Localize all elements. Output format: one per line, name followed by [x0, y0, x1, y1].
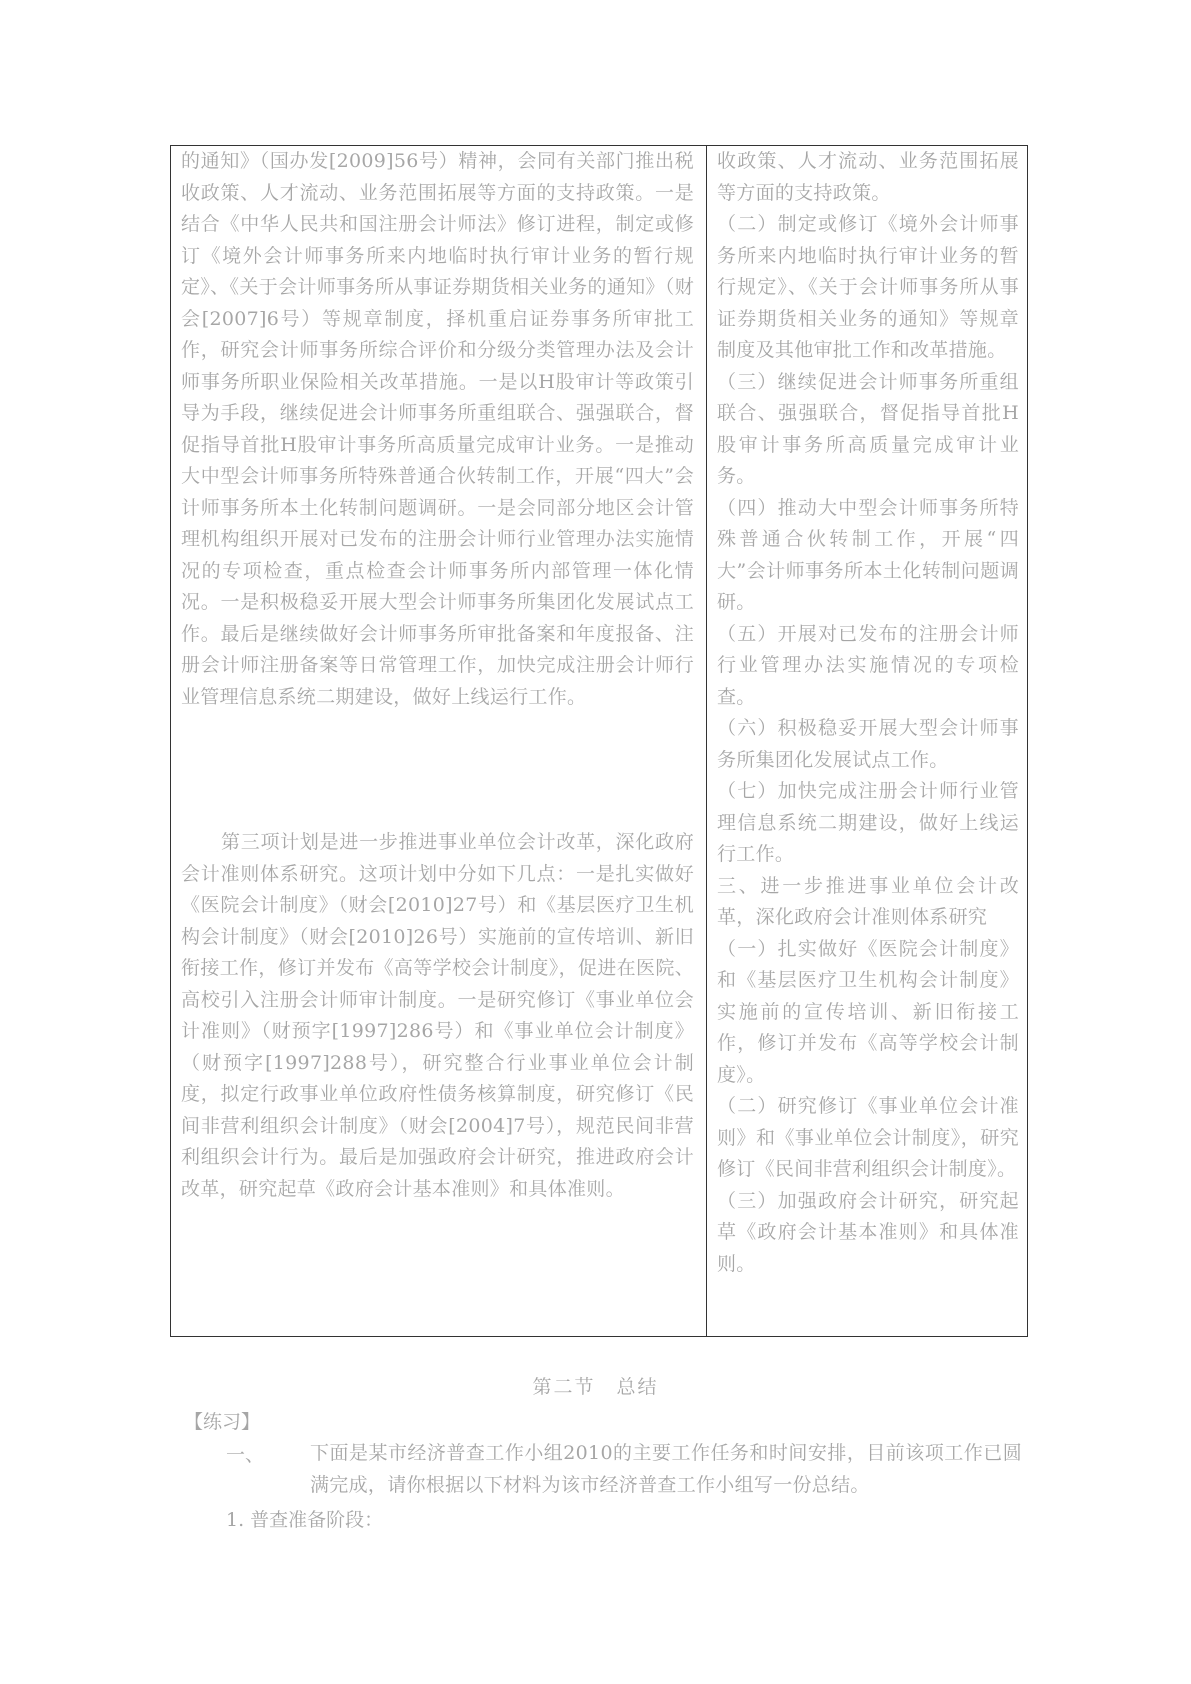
left-paragraph-2: 第三项计划是进一步推进事业单位会计改革，深化政府会计准则体系研究。这项计划中分如下几点：一是扎实做好《医院会计制度》（财会[2010]27号）和《基层医疗卫生机构会计制度》（财会[2010]26号）实施前的宣传培训、新旧衔接工作，修订并发布《高等学校会计制度》，促进在医院、高校引入注册会计师审计制度。一是研究修订《事业单位会计准则》（财预字[1997]286号）和《事业单位会计制度》（财预字[1997]288号），研究整合行业事业单位会计制度，拟定行政事业单位政府性债务核算制度，研究修订《民间非营利组织会计制度》（财会[2004]7号），规范民间非营利组织会计行为。最后是加强政府会计研究，推进政府会计改革，研究起草《政府会计基本准则》和具体准则。 [181, 831, 694, 1200]
right-item: 收政策、人才流动、业务范围拓展等方面的支持政策。 [717, 150, 1019, 204]
comparison-table [170, 145, 1028, 1337]
table-left-column [171, 146, 707, 1336]
practice-label: 【练习】 [184, 1411, 261, 1433]
right-item: 三、进一步推进事业单位会计改革，深化政府会计准则体系研究 [717, 874, 1019, 928]
stage-label: 1. 普查准备阶段： [226, 1509, 384, 1531]
right-item: （五）开展对已发布的注册会计师行业管理办法实施情况的专项检查。 [717, 622, 1019, 708]
question-number: 一、 [226, 1444, 265, 1466]
table-right-column [707, 146, 1027, 1336]
right-item: （七）加快完成注册会计师行业管理信息系统二期建设，做好上线运行工作。 [717, 780, 1019, 865]
question-text: 下面是某市经济普查工作小组2010的主要工作任务和时间安排，目前该项工作已圆满完成，请你根据以下材料为该市经济普查工作小组写一份总结。 [310, 1442, 1022, 1496]
right-item: （四）推动大中型会计师事务所特殊普通合伙转制工作，开展“四大”会计师事务所本土化转制问题调研。 [717, 496, 1019, 613]
section-title: 第二节 总结 [532, 1376, 659, 1398]
right-item: （三）继续促进会计师事务所重组联合、强强联合，督促指导首批H股审计事务所高质量完成审计业务。 [717, 370, 1019, 487]
right-item: （二）制定或修订《境外会计师事务所来内地临时执行审计业务的暂行规定》、《关于会计师事务所从事证券期货相关业务的通知》等规章制度及其他审批工作和改革措施。 [717, 213, 1019, 361]
right-item: （三）加强政府会计研究，研究起草《政府会计基本准则》和具体准则。 [717, 1189, 1019, 1275]
right-item: （六）积极稳妥开展大型会计师事务所集团化发展试点工作。 [717, 717, 1019, 771]
right-item: （二）研究修订《事业单位会计准则》和《事业单位会计制度》，研究修订《民间非营利组织会计制度》。 [717, 1095, 1019, 1180]
right-item: （一）扎实做好《医院会计制度》和《基层医疗卫生机构会计制度》实施前的宣传培训、新旧衔接工作，修订并发布《高等学校会计制度》。 [717, 937, 1019, 1086]
left-paragraph-1: 的通知》（国办发[2009]56号）精神，会同有关部门推出税收政策、人才流动、业务范围拓展等方面的支持政策。一是结合《中华人民共和国注册会计师法》修订进程，制定或修订《境外会计师事务所来内地临时执行审计业务的暂行规定》、《关于会计师事务所从事证券期货相关业务的通知》（财会[2007]6号）等规章制度，择机重启证券事务所审批工作，研究会计师事务所综合评价和分级分类管理办法及会计师事务所职业保险相关改革措施。一是以H股审计等政策引导为手段，继续促进会计师事务所重组联合、强强联合，督促指导首批H股审计事务所高质量完成审计业务。一是推动大中型会计师事务所特殊普通合伙转制工作，开展“四大”会计师事务所本土化转制问题调研。一是会同部分地区会计管理机构组织开展对已发布的注册会计师行业管理办法实施情况的专项检查，重点检查会计师事务所内部管理一体化情况。一是积极稳妥开展大型会计师事务所集团化发展试点工作。最后是继续做好会计师事务所审批备案和年度报备、注册会计师注册备案等日常管理工作，加快完成注册会计师行业管理信息系统二期建设，做好上线运行工作。 [181, 150, 694, 708]
